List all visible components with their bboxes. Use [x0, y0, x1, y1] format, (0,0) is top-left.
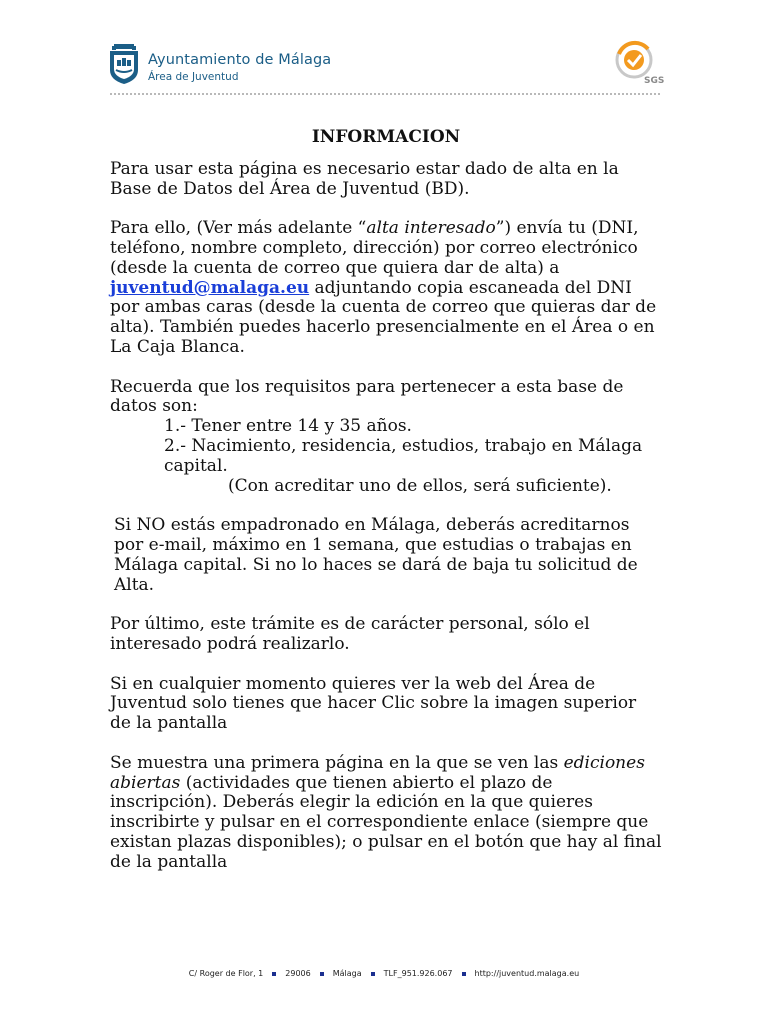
requirement-note: (Con acreditar uno de ellos, será suficiente). [228, 475, 612, 496]
document-title: INFORMACION [311, 127, 461, 147]
sgs-label: SGS [644, 76, 665, 86]
organization-department: Área de Juventud [148, 71, 239, 83]
bullet-icon [371, 972, 375, 976]
footer-city: Málaga [332, 969, 362, 978]
organization-name: Ayuntamiento de Málaga [148, 52, 332, 68]
sgs-certification-icon [612, 40, 665, 86]
footer-phone: TLF_951.926.067 [383, 969, 453, 978]
bullet-icon [462, 972, 466, 976]
page-header[interactable] [0, 0, 768, 100]
paragraph-intro: Para usar esta página es necesario estar dado de alta en la Base de Datos del Área de Juventud (BD). [110, 158, 619, 199]
document-body [110, 128, 662, 892]
paragraph-editions: Se muestra una primera página en la que se ven las ediciones abiertas (actividades que tienen abierto el plazo de inscripción). Deberás elegir la edición en la que quieres inscribirte y pulsar en el correspondiente enlace (siempre que existan plazas disponibles); o pulsar en el botón que hay al final de la pantalla [110, 752, 662, 872]
paragraph-registration: Para ello, (Ver más adelante “alta interesado”) envía tu (DNI, teléfono, nombre completo, dirección) por correo electrónico (desde la cuenta de correo que quiera dar de alta) a juventud@malaga.eu adjuntando copia escaneada del DNI por ambas caras (desde la cuenta de correo que quieras dar de alta). También puedes hacerlo presencialmente en el Área o en La Caja Blanca. [110, 218, 657, 357]
email-link[interactable]: juventud@malaga.eu [110, 277, 310, 298]
malaga-city-crest-icon [108, 44, 140, 84]
bullet-icon [272, 972, 276, 976]
page-footer [0, 969, 768, 978]
requirement-item: 2.- Nacimiento, residencia, estudios, trabajo en Málaga capital. [164, 435, 643, 476]
header-divider [110, 93, 660, 95]
bullet-icon [320, 972, 324, 976]
paragraph-requirements: Recuerda que los requisitos para pertenecer a esta base de datos son: [110, 376, 624, 417]
paragraph-empadronado: Si NO estás empadronado en Málaga, deberás acreditarnos por e-mail, máximo en 1 semana, que estudias o trabajas en Málaga capital. Si no lo haces se dará de baja tu solicitud de Alta. [114, 515, 638, 595]
requirement-item: 1.- Tener entre 14 y 35 años. [164, 416, 412, 437]
footer-address: C/ Roger de Flor, 1 [188, 969, 264, 978]
footer-postal-code: 29006 [285, 969, 311, 978]
paragraph-web: Si en cualquier momento quieres ver la web del Área de Juventud solo tienes que hacer Clic sobre la imagen superior de la pantalla [110, 673, 637, 734]
paragraph-personal: Por último, este trámite es de carácter personal, sólo el interesado podrá realizarlo. [110, 614, 590, 654]
footer-url[interactable]: http://juventud.malaga.eu [474, 969, 580, 978]
